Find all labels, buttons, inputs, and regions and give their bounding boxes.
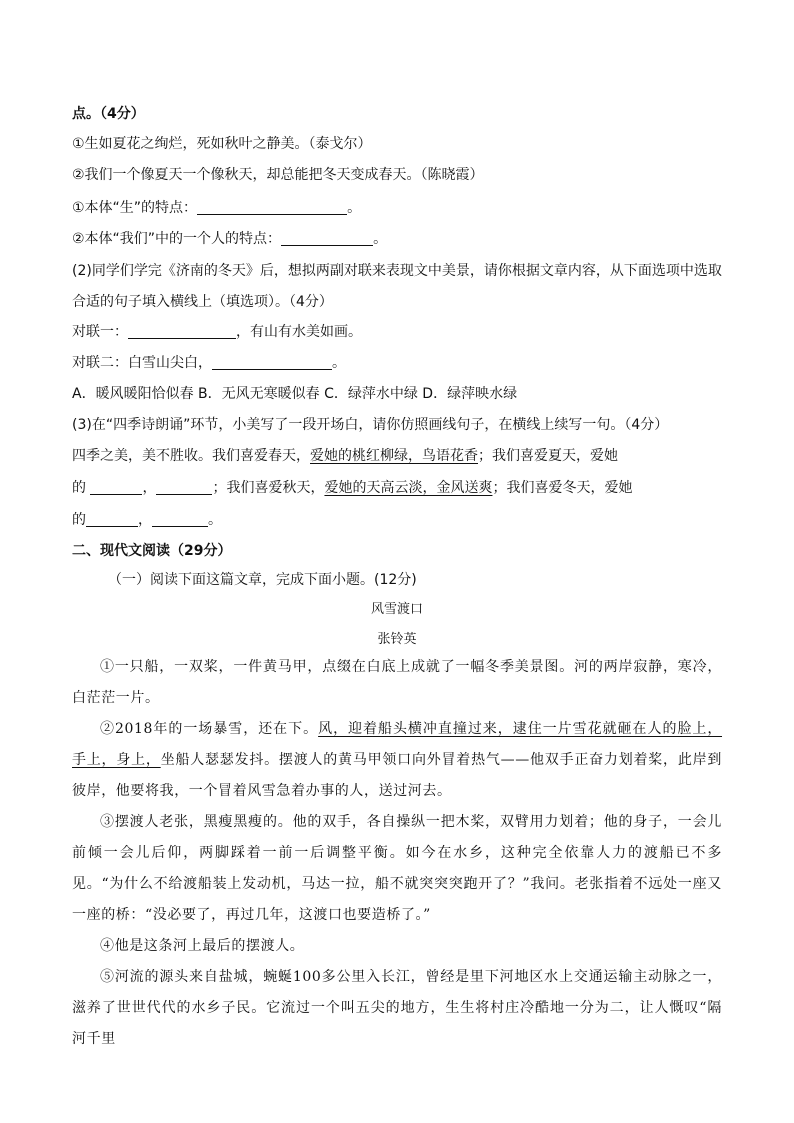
article-title: 风雪渡口 (370, 602, 423, 617)
paragraph-2-b: 坐船人瑟瑟发抖。摆渡人的黄马甲领口向外冒着热气——他双手正奋力划着桨，此岸到彼岸，他要将我，一个冒着风雪急着办事的人，送过河去。 (72, 752, 722, 799)
paragraph-2-a: ②2018年的一场暴雪，还在下。 (100, 721, 319, 737)
q3-comma-2: ， (138, 512, 152, 528)
q1-ask-1-period: 。 (347, 200, 362, 216)
q1-ask-2 (72, 229, 734, 249)
paragraph-3: ③摆渡人老张，黑瘦黑瘦的。他的双手，各自操纵一把木桨，双臂用力划着；他的身子，一会儿前倾一会儿后仰，两脚踩着一前一后调整平衡。如今在水乡，这种完全依靠人力的渡船已不多见。“为什么不给渡船装上发动机，马达一拉，船不就突突突跑开了？”我问。老张指着不远处一座又一座的桥：“没必要了，再过几年，这渡口也要造桥了。” (72, 814, 722, 923)
answer-blank-couplet-2[interactable] (212, 355, 332, 370)
answer-blank-summer-2[interactable] (156, 480, 212, 495)
q3-line-3-b: ；我们喜爱秋天， (212, 480, 325, 496)
q3-underlined-sentence-2: 爱她的天高云淡，金风送爽 (324, 480, 493, 496)
answer-blank-2[interactable] (281, 231, 373, 246)
q1-intro: 点。（4分） (72, 106, 145, 122)
q3-line-4-a: 的 (72, 512, 86, 528)
answer-blank-winter-2[interactable] (152, 512, 208, 527)
paragraph-1: ①一只船，一双桨，一件黄马甲，点缀在白底上成就了一幅冬季美景图。河的两岸寂静，寒冷，白茫茫一片。 (72, 659, 722, 706)
q1-quote-2: ②我们一个像夏天一个像秋天，却总能把冬天变成春天。（陈晓霞） (72, 167, 484, 183)
q3-line-3-a: 的 (72, 480, 86, 496)
q3-period: 。 (208, 512, 222, 528)
q1-quote-1: ①生如夏花之绚烂，死如秋叶之静美。（泰戈尔） (72, 136, 372, 152)
paragraph-2 (72, 714, 722, 807)
q3-underlined-sentence-1: 爱她的桃红柳绿，鸟语花香 (310, 448, 478, 464)
q3-line-3 (72, 478, 734, 498)
q1-ask-1-label: ①本体“生”的特点： (72, 200, 198, 216)
q3-line-2-a: 四季之美，美不胜收。我们喜爱春天， (72, 448, 310, 464)
couplet-1-tail: ，有山有水美如画。 (236, 324, 362, 340)
q2-line-2: 合适的句子填入横线上（填选项）。（4分） (72, 294, 333, 310)
q2-couplet-2 (72, 353, 734, 373)
answer-blank-summer-1[interactable] (90, 480, 142, 495)
answer-blank-couplet-1[interactable] (128, 324, 236, 339)
article-author: 张铃英 (377, 632, 417, 647)
q2-options: A．暖风暖阳恰似春 B．无风无寒暖似春 C．绿萍水中绿 D．绿萍映水绿 (72, 386, 518, 402)
couplet-2-label: 对联二：白雪山尖白， (72, 355, 212, 371)
q2-couplet-1 (72, 322, 734, 342)
answer-blank-winter-1[interactable] (86, 512, 138, 527)
paragraph-2-underlined: 风，迎着船头横冲直撞过来，逮住一片雪花就砸在人的脸上，手上，身上， (72, 721, 723, 768)
q3-line-1: (3)在“四季诗朗诵”环节，小美写了一段开场白，请你仿照画线句子，在横线上续写一句。（4分） (72, 417, 669, 433)
paragraph-4: ④他是这条河上最后的摆渡人。 (100, 938, 305, 954)
q3-comma: ， (142, 480, 157, 496)
q1-ask-2-period: 。 (373, 231, 388, 247)
q3-line-2-b: ；我们喜爱夏天，爱她 (478, 448, 618, 464)
couplet-1-label: 对联一： (72, 324, 128, 340)
section-subheading: （一）阅读下面这篇文章，完成下面小题。(12分) (108, 572, 417, 588)
paragraph-5: ⑤河流的源头来自盐城，蜿蜒100多公里入长江，曾经是里下河地区水上交通运输主动脉之一，滋养了世世代代的水乡子民。它流过一个叫五尖的地方，生生将村庄冷酷地一分为二，让人慨叹“隔河千里 (72, 969, 722, 1047)
q1-ask-2-label: ②本体“我们”中的一个人的特点： (72, 231, 282, 247)
q1-ask-1 (72, 198, 734, 218)
q3-line-4 (72, 510, 734, 530)
q3-line-3-c: ；我们喜爱冬天，爱她 (492, 480, 633, 496)
q2-line-1: (2)同学们学完《济南的冬天》后，想拟两副对联来表现文中美景，请你根据文章内容，从下面选项中选取 (72, 263, 722, 279)
section-heading: 二、现代文阅读（29分） (72, 543, 232, 559)
couplet-2-period: 。 (332, 355, 346, 371)
q3-line-2 (72, 446, 734, 466)
answer-blank-1[interactable] (197, 200, 347, 215)
